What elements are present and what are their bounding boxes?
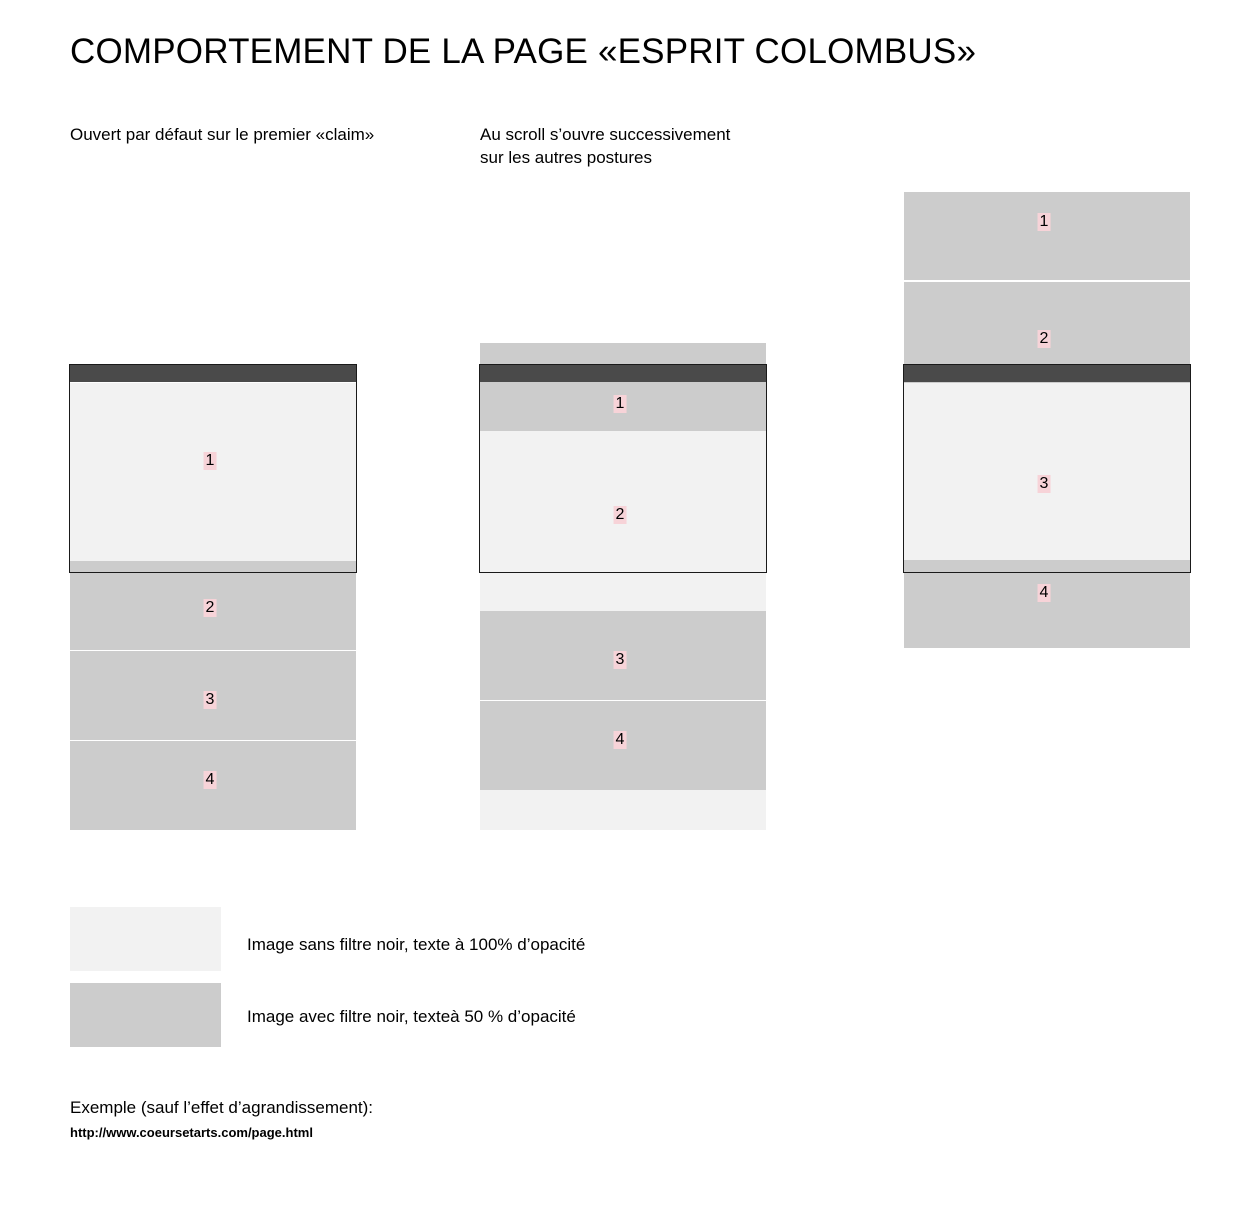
block-number-4: 4 (615, 731, 625, 748)
block-footer-light (480, 790, 766, 830)
block-number-3: 3 (615, 651, 625, 668)
block-number-1: 1 (615, 395, 625, 412)
block-number-1: 1 (1039, 213, 1049, 230)
viewport-frame (903, 364, 1191, 573)
block-number-2: 2 (205, 599, 215, 616)
viewport-header-bar (70, 365, 356, 382)
legend-swatch-dark (70, 983, 221, 1047)
block-number-4: 4 (1039, 584, 1049, 601)
block-number-2: 2 (615, 506, 625, 523)
block-number-3: 3 (1039, 475, 1049, 492)
example-label: Exemple (sauf l’effet d’agrandissement): (70, 1098, 374, 1117)
legend-swatch-light (70, 907, 221, 971)
legend-text-light: Image sans filtre noir, texte à 100% d’opacité (247, 935, 586, 954)
page-title: COMPORTEMENT DE LA PAGE «ESPRIT COLOMBUS» (70, 32, 977, 71)
viewport-header-bar (904, 365, 1190, 382)
block-1-dark (904, 192, 1190, 280)
column-1-caption (70, 123, 374, 146)
block-number-3: 3 (205, 691, 215, 708)
example-link[interactable]: http://www.coeursetarts.com/page.html (70, 1125, 313, 1140)
block-4-dark (904, 560, 1190, 648)
caption-line: Ouvert par défaut sur le premier «claim» (70, 125, 375, 144)
caption-line: sur les autres postures (480, 148, 652, 167)
block-number-1: 1 (205, 452, 215, 469)
legend-text-dark: Image avec filtre noir, texteà 50 % d’opacité (247, 1007, 576, 1026)
viewport-header-bar (480, 365, 766, 382)
block-number-2: 2 (1039, 330, 1049, 347)
block-number-4: 4 (205, 771, 215, 788)
caption-line: Au scroll s’ouvre successivement (480, 125, 731, 144)
column-2-caption (480, 123, 800, 169)
